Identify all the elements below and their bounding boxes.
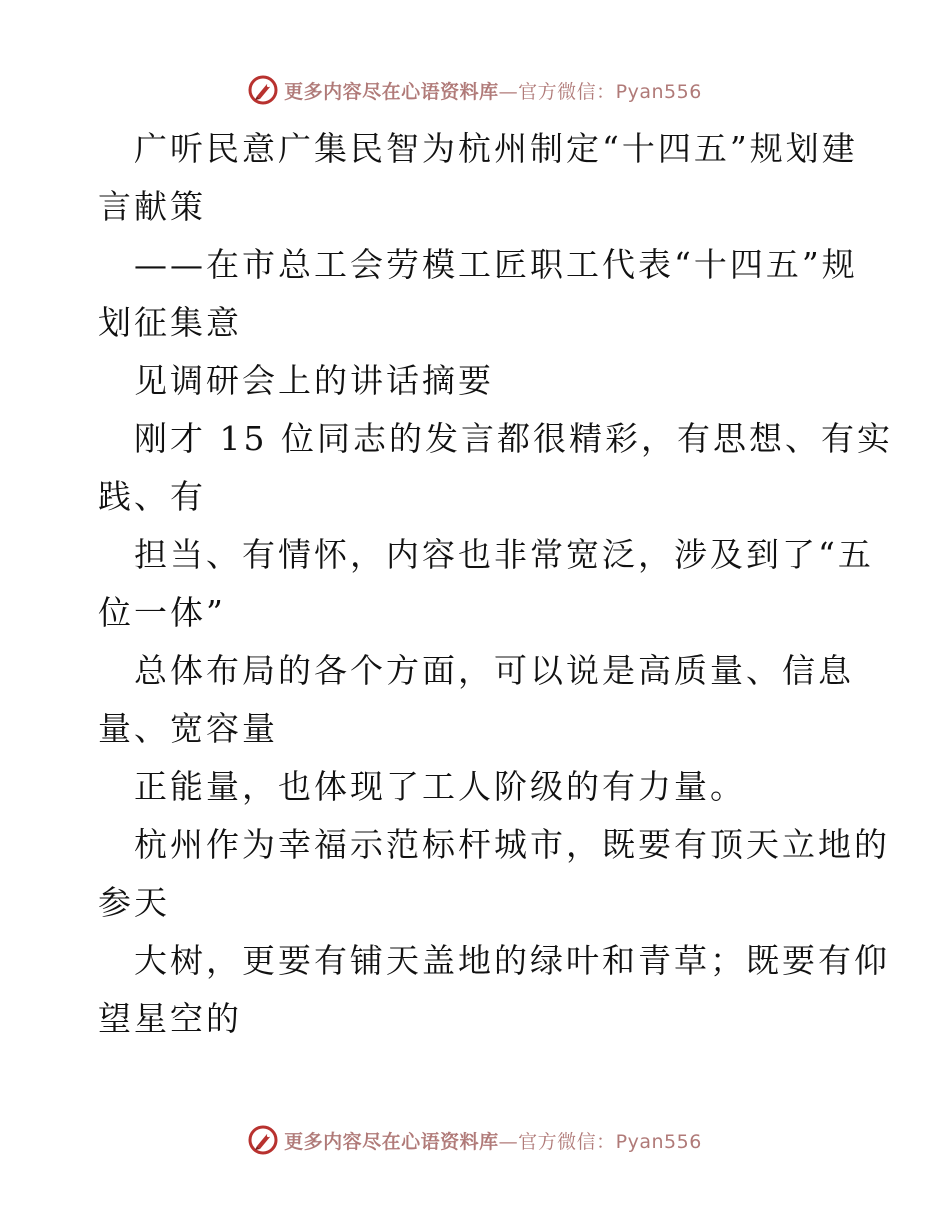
pen-nib-logo-icon: [248, 1125, 278, 1155]
title-line-2: 言献策: [98, 187, 206, 226]
paragraph-line: 践、有: [98, 477, 206, 516]
subtitle-line-3: 见调研会上的讲话摘要: [134, 361, 494, 400]
header-watermark-banner: [0, 70, 950, 110]
paragraph-line: 刚才 15 位同志的发言都很精彩，有思想、有实: [134, 419, 893, 458]
paragraph-line: 担当、有情怀，内容也非常宽泛，涉及到了“五: [134, 535, 874, 574]
footer-banner-wechat-text: 官方微信：Pyan556: [518, 1130, 702, 1153]
title-line-1: 广听民意广集民智为杭州制定“十四五”规划建: [134, 129, 858, 168]
document-body: [98, 120, 893, 1048]
paragraph-line: 大树，更要有铺天盖地的绿叶和青草；既要有仰: [134, 941, 890, 980]
pen-nib-logo-icon: [248, 75, 278, 105]
paragraph-line: 参天: [98, 883, 170, 922]
header-banner-wechat-text: 官方微信：Pyan556: [518, 80, 702, 103]
subtitle-line-2: 划征集意: [98, 303, 242, 342]
footer-banner-dash: —: [498, 1130, 519, 1153]
paragraph-line: 量、宽容量: [98, 709, 278, 748]
paragraph-line: 望星空的: [98, 999, 242, 1038]
paragraph-line: 总体布局的各个方面，可以说是高质量、信息: [134, 651, 854, 690]
footer-banner-main-text: 更多内容尽在心语资料库: [284, 1130, 499, 1153]
paragraph-line: 位一体”: [98, 593, 226, 632]
paragraph-line: 正能量，也体现了工人阶级的有力量。: [134, 767, 746, 806]
footer-watermark-banner: [0, 1120, 950, 1160]
header-banner-dash: —: [498, 80, 519, 103]
subtitle-line-1: ——在市总工会劳模工匠职工代表“十四五”规: [134, 245, 858, 284]
paragraph-line: 杭州作为幸福示范标杆城市，既要有顶天立地的: [134, 825, 890, 864]
header-banner-main-text: 更多内容尽在心语资料库: [284, 80, 499, 103]
